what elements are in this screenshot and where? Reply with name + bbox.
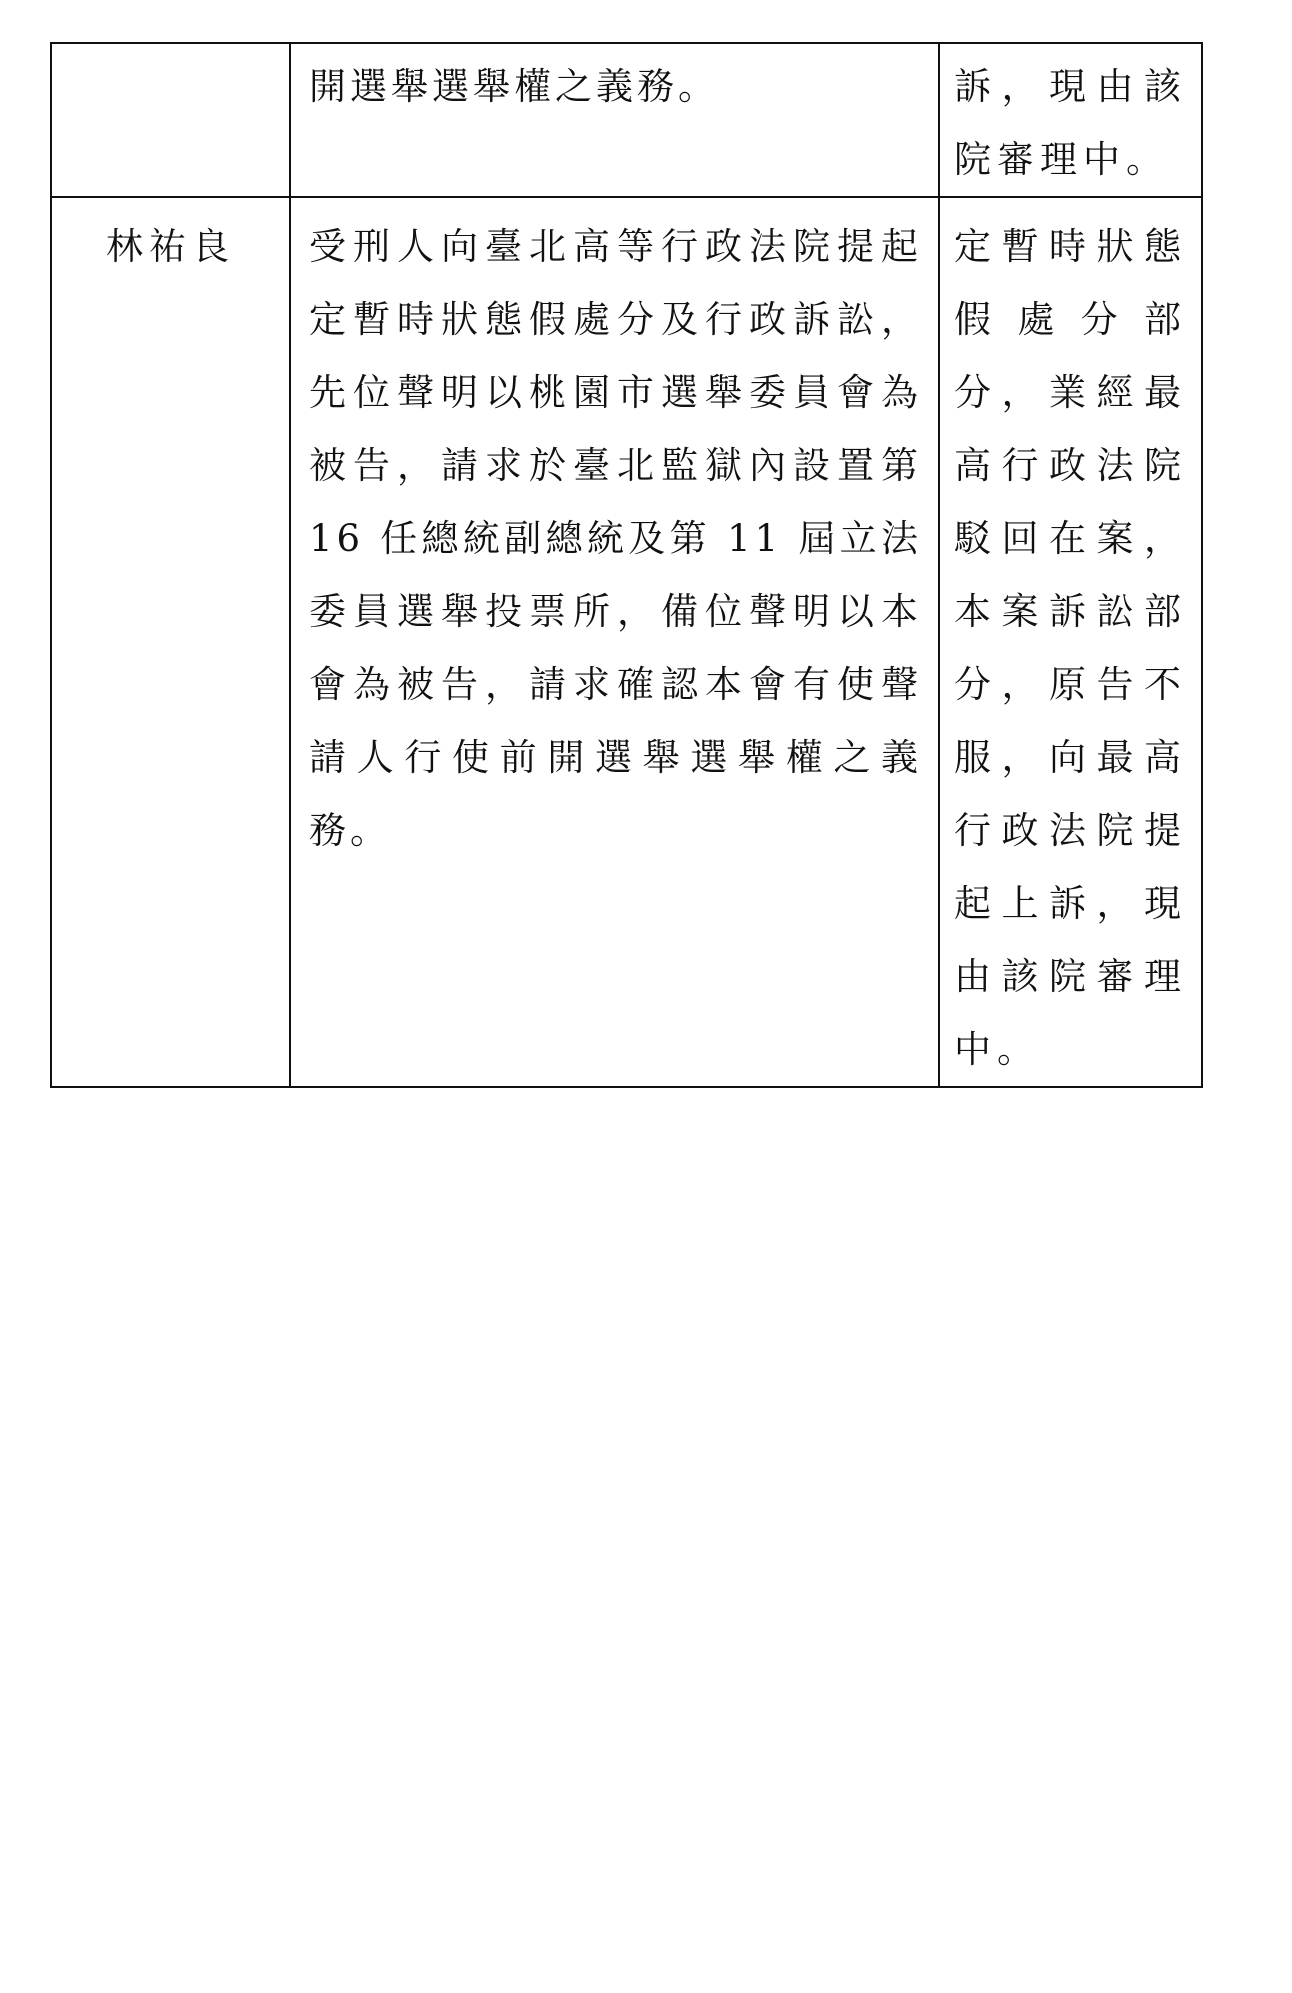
petitioner-name: 林祐良 <box>106 225 235 268</box>
status-cell <box>939 43 1202 197</box>
case-status: 訴，現由該院審理中。 <box>954 65 1187 181</box>
case-status: 定暫時狀態假處分部分，業經最高行政法院駁回在案，本案訴訟部分，原告不服，向最高行政法院提起上訴，現由該院審理中。 <box>954 225 1187 1071</box>
name-cell <box>51 197 290 1087</box>
content-cell <box>290 43 939 197</box>
table-row <box>51 43 1202 197</box>
case-content: 受刑人向臺北高等行政法院提起定暫時狀態假處分及行政訴訟，先位聲明以桃園市選舉委員會為被告，請求於臺北監獄內設置第 16 任總統副總統及第 11 屆立法委員選舉投票所，備位聲明以本會為被告，請求確認本會有使聲請人行使前開選舉選舉權之義務。 <box>309 225 922 852</box>
case-table <box>50 42 1203 1088</box>
content-cell <box>290 197 939 1087</box>
name-cell <box>51 43 290 197</box>
petitioner-name <box>52 44 289 56</box>
table-row <box>51 197 1202 1087</box>
status-cell <box>939 197 1202 1087</box>
case-content: 開選舉選舉權之義務。 <box>309 65 719 108</box>
